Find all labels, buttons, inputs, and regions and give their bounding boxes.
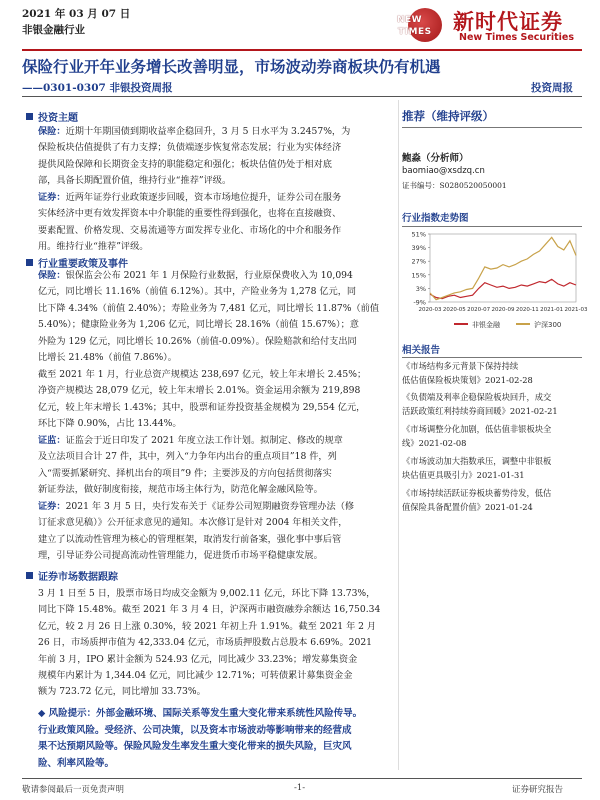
label-securities-news: 证券： (38, 501, 66, 512)
chart-title: 行业指数走势图 (402, 213, 469, 224)
header-divider (22, 49, 582, 51)
chart-divider (402, 226, 582, 227)
chart-series-line-0 (430, 279, 576, 298)
related-report-item[interactable]: 《市场波动加大指数承压，调整中非银板 块估值更具吸引力》2021-01-31 (402, 456, 552, 480)
paragraph-market-data: 3 月 1 日至 5 日，股票市场日均成交金额为 9,002.11 亿元，环比下降 13.73%， 同比下降 15.48%。截至 2021 年 3 月 4 日，沪深两市融资融券余额达 16,750.34 亿元，较 2 月 26 日上涨 0.30%，较 2021 年初上升 1.91%。截至 2021 年 2 月 26 日，市场质押市值为 42,333.04 亿元，市场质押股数占总股本 6.69%。2021 年前 3 月，IPO 累计金额为 524.93 亿元，同比减少 33.23%；增发募集资金 规模年内累计为 1,344.04 亿元，同比减少 12.71%；可转债累计募集资金金 额为 723.72 亿元，同比增加 33.73%。 (38, 588, 381, 698)
paragraph-insurance: 保险：近期十年期国债到期收益率企稳回升，3 月 5 日水平为 3.2457%，为 保险板块估值提供了有力支撑；负债端逐步恢复常态发展；行业为实体经济 提供风险保障和长期资金支持的职能稳定和强化；板块估值仍处于相对底 部，具备长期配置价值，维持行业“推荐”评级。 (38, 126, 351, 187)
section-heading-industry-news: 行业重要政策及事件 (38, 259, 128, 270)
analyst-cert: 证书编号：S0280520050001 (402, 181, 507, 190)
label-broker: 证券： (38, 192, 66, 203)
rating-divider (402, 127, 582, 128)
company-name-en: New Times Securities (459, 32, 575, 43)
chart-x-tick-label: 2020-09 (491, 307, 515, 313)
section-bullet-icon (26, 113, 33, 120)
label-insurance-news: 保险： (38, 270, 66, 281)
related-divider (402, 357, 582, 358)
index-trend-chart (402, 228, 588, 332)
report-sector: 非银金融行业 (22, 24, 85, 36)
chart-x-tick-label: 2020-03 (418, 307, 442, 313)
related-reports-title: 相关报告 (402, 345, 441, 356)
chart-plot-frame (430, 234, 576, 302)
related-report-item[interactable]: 《市场结构多元背景下保持持续 低估值保险板块策划》2021-02-28 (402, 361, 533, 385)
section-heading-market: 证券市场数据跟踪 (38, 572, 118, 583)
report-type: 投资周报 (531, 82, 573, 94)
chart-series-line-1 (430, 237, 576, 299)
report-date: 2021 年 03 月 07 日 (22, 8, 131, 20)
chart-y-tick-label: 51% (411, 230, 426, 239)
analyst-email[interactable]: baomiao@xsdzq.cn (402, 166, 485, 176)
label-csrc: 证监： (38, 435, 66, 446)
chart-y-tick-label: 27% (411, 257, 426, 266)
paragraph-securities-news: 证券：2021 年 3 月 5 日，央行发布关于《证券公司短期融资券管理办法（修 订征求意见稿）》公开征求意见的通知。本次修订是针对 2004 年相关文件， 建立了以流动性管理为核心的管理框架，取消发行前备案，强化事中事后管 理，引导证券公司提高流动性管理能力，促进货币市场平稳健康发展。 (38, 501, 355, 562)
chart-y-tick-label: -9% (413, 298, 426, 307)
paragraph-csrc: 证监：证监会于近日印发了 2021 年度立法工作计划。拟制定、修改的规章 及立法项目合计 27 件，其中，列入“力争年内出台的重点项目”18 件，列 入“需要抓紧研究、择机出台的项目”9 件；主要涉及的方向包括贯彻落实 新证券法，做好制度衔接，规范市场主体行为，防范化解金融风险等。 (38, 435, 343, 496)
footer-disclaimer: 敬请参阅最后一页免责声明 (22, 785, 125, 795)
related-report-item[interactable]: 《市场持续活跃证券板块蓄势待发，低估 值保险具备配置价值》2021-01-24 (402, 488, 552, 512)
footer-report-type: 证券研究报告 (512, 785, 564, 795)
page-number: -1- (294, 783, 306, 793)
column-divider (398, 100, 399, 770)
paragraph-insurance-news: 保险：银保监会公布 2021 年 1 月保险行业数据，行业原保费收入为 10,094 亿元，同比增长 11.16%（前值 6.12%）。其中，产险业务为 1,278 亿元，同 比下降 4.34%（前值 2.40%）；寿险业务为 7,481 亿元，同比增长 11.87%（前值 5.40%）；健康险业务为 1,206 亿元，同比增长 28.16%（前值 15.67%）；意 外险为 129 亿元，同比增长 10.26%（前值-0.09%）。保险赔款和给付支出同 比增长 21.48%（前值 7.86%）。 (38, 270, 380, 364)
paragraph-industry-assets: 截至 2021 年 1 月，行业总资产规模达 238,697 亿元，较上年末增长 2.45%； 净资产规模达 28,079 亿元，较上年末增长 2.01%。资金运用余额为 219,898 亿元，较上年末增长 1.43%；其中，股票和证券投资基金规模为 29,554 亿元， 环比下降 0.90%，占比 13.44%。 (38, 369, 367, 430)
title-divider (22, 96, 582, 97)
report-title: 保险行业开年业务增长改善明显，市场波动券商板块仍有机遇 (22, 57, 441, 76)
chart-y-tick-label: 3% (415, 284, 426, 293)
chart-legend-label: 非银金融 (472, 321, 500, 329)
footer-divider (22, 778, 582, 779)
section-heading-highlights: 投资主题 (38, 113, 78, 124)
logo-new-text: NEW (397, 15, 423, 25)
related-report-item[interactable]: 《负债端及利率企稳保险板块回升，成交 活跃政策红利持续券商回暖》2021-02-21 (402, 392, 558, 416)
label-insurance: 保险： (38, 126, 66, 137)
chart-y-tick-label: 15% (411, 271, 426, 280)
section-bullet-icon (26, 572, 33, 579)
chart-x-tick-label: 2020-11 (515, 307, 539, 313)
analyst-name: 鲍淼（分析师） (402, 153, 469, 164)
report-subtitle: ——0301-0307 非银投资周报 (22, 82, 173, 94)
paragraph-broker: 证券：近两年证券行业政策逐步回暖，资本市场地位提升，证券公司在服务 实体经济中更有效发挥资本中介职能的重要性得到强化，也将在直接融资、 要素配置、价格发现、交易流通等方面发挥专业化、市场化的中介和服务作 用。维持行业“推荐”评级。 (38, 192, 342, 253)
chart-x-tick-label: 2020-07 (467, 307, 491, 313)
section-bullet-icon (26, 259, 33, 266)
rating: 推荐（维持评级） (402, 109, 494, 123)
chart-x-tick-label: 2020-05 (442, 307, 466, 313)
company-name-cn: 新时代证券 (453, 9, 563, 34)
related-report-item[interactable]: 《市场调整分化加剧，低估值非银板块全 线》2021-02-08 (402, 424, 552, 448)
chart-legend-label: 沪深300 (534, 321, 562, 329)
logo-times-text: TIMES (398, 27, 432, 37)
chart-x-tick-label: 2021-03 (564, 307, 588, 313)
chart-x-tick-label: 2021-01 (540, 307, 564, 313)
risk-warning: ◆ 风险提示：外部金融环境、国际关系等发生重大变化带来系统性风险传导。 行业政策风险。受经济、公司决策，以及资本市场波动等影响带来的经营成 果不达预期风险等。保险风险发生率发生重大变化带来的损失风险，巨灾风 险、利率风险等。 (38, 708, 363, 770)
chart-y-tick-label: 39% (411, 244, 426, 253)
